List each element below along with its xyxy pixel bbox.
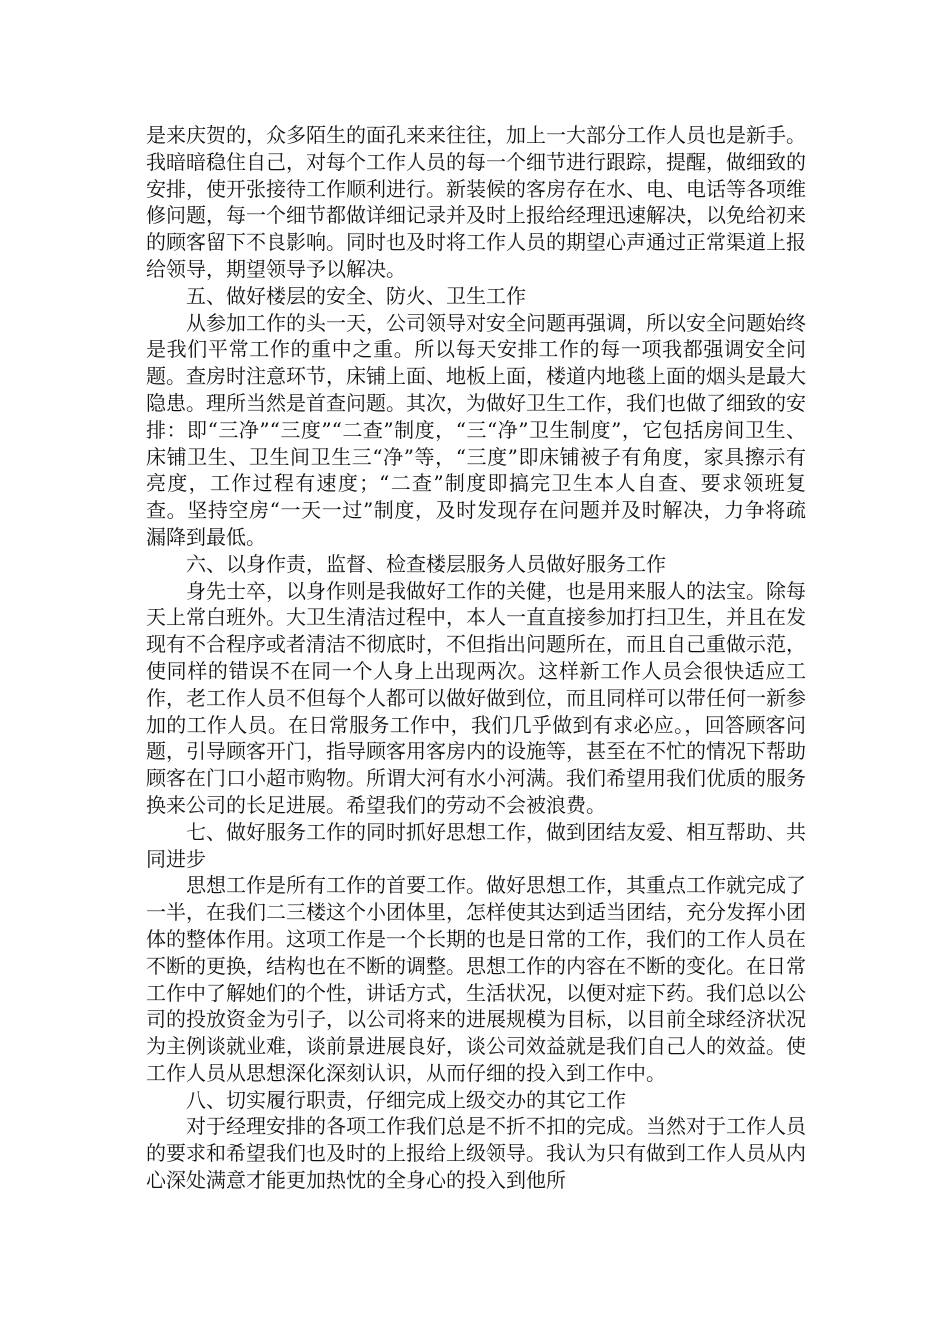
paragraph-section-7: 思想工作是所有工作的首要工作。做好思想工作，其重点工作就完成了一半，在我们二三楼这个小团体里，怎样使其达到适当团结，充分发挥小团体的整体作用。这项工作是一个长期的也是日常的工作，我们的工作人员在不断的更换，结构也在不断的调整。思想工作的内容在不断的变化。在日常工作中了解她们的个性，讲话方式，生活状况，以便对症下药。我们总以公司的投放资金为引子，以公司将来的进展规模为目标，以目前全球经济状况为主例谈就业难，谈前景进展良好，谈公司效益就是我们自己人的效益。使工作人员从思想深化深刻认识，从而仔细的投入到工作中。 <box>146 873 806 1085</box>
section-heading-7: 七、做好服务工作的同时抓好思想工作，做到团结友爱、相互帮助、共同进步 <box>146 819 806 871</box>
section-heading-8: 八、切实履行职责，仔细完成上级交办的其它工作 <box>186 1087 626 1112</box>
section-heading-6: 六、以身作责，监督、检查楼层服务人员做好服务工作 <box>186 551 666 576</box>
paragraph-continuation: 是来庆贺的，众多陌生的面孔来来往往，加上一大部分工作人员也是新手。我暗暗稳住自己，对每个工作人员的每一个细节进行跟踪，提醒，做细致的安排，使开张接待工作顺利进行。新装候的客房存在水、电、电话等各项维修问题，每一个细节都做详细记录并及时上报给经理迅速解决，以免给初来的顾客留下不良影响。同时也及时将工作人员的期望心声通过正常渠道上报给领导，期望领导予以解决。 <box>146 123 806 281</box>
section-heading-5: 五、做好楼层的安全、防火、卫生工作 <box>186 283 526 308</box>
paragraph-section-5: 从参加工作的头一天，公司领导对安全问题再强调，所以安全问题始终是我们平常工作的重中之重。所以每天安排工作的每一项我都强调安全问题。查房时注意环节，床铺上面、地板上面，楼道内地毯上面的烟头是最大隐患。理所当然是首查问题。其次，为做好卫生工作，我们也做了细致的安排：即“三净”“三度”“二查”制度，“三“净”卫生制度”，它包括房间卫生、床铺卫生、卫生间卫生三“净”等，“三度”即床铺被子有角度，家具擦示有亮度，工作过程有速度；“二查”制度即搞完卫生本人自查、要求领班复查。坚持空房“一天一过”制度，及时发现存在问题并及时解决，力争将疏漏降到最低。 <box>146 310 806 549</box>
paragraph-section-8: 对于经理安排的各项工作我们总是不折不扣的完成。当然对于工作人员的要求和希望我们也及时的上报给上级领导。我认为只有做到工作人员从内心深处满意才能更加热忱的全身心的投入到他所 <box>146 1114 806 1193</box>
document-page <box>146 122 806 1194</box>
paragraph-section-6: 身先士卒，以身作则是我做好工作的关健，也是用来服人的法宝。除每天上常白班外。大卫生清洁过程中，本人一直直接参加打扫卫生，并且在发现有不合程序或者清洁不彻底时，不但指出问题所在，而且自己重做示范，使同样的错误不在同一个人身上出现两次。这样新工作人员会很快适应工作，老工作人员不但每个人都可以做好做到位，而且同样可以带任何一新参加的工作人员。在日常服务工作中，我们几乎做到有求必应。，回答顾客问题，引导顾客开门，指导顾客用客房内的设施等，甚至在不忙的情况下帮助顾客在门口小超市购物。所谓大河有水小河满。我们希望用我们优质的服务换来公司的长足进展。希望我们的劳动不会被浪费。 <box>146 578 806 817</box>
